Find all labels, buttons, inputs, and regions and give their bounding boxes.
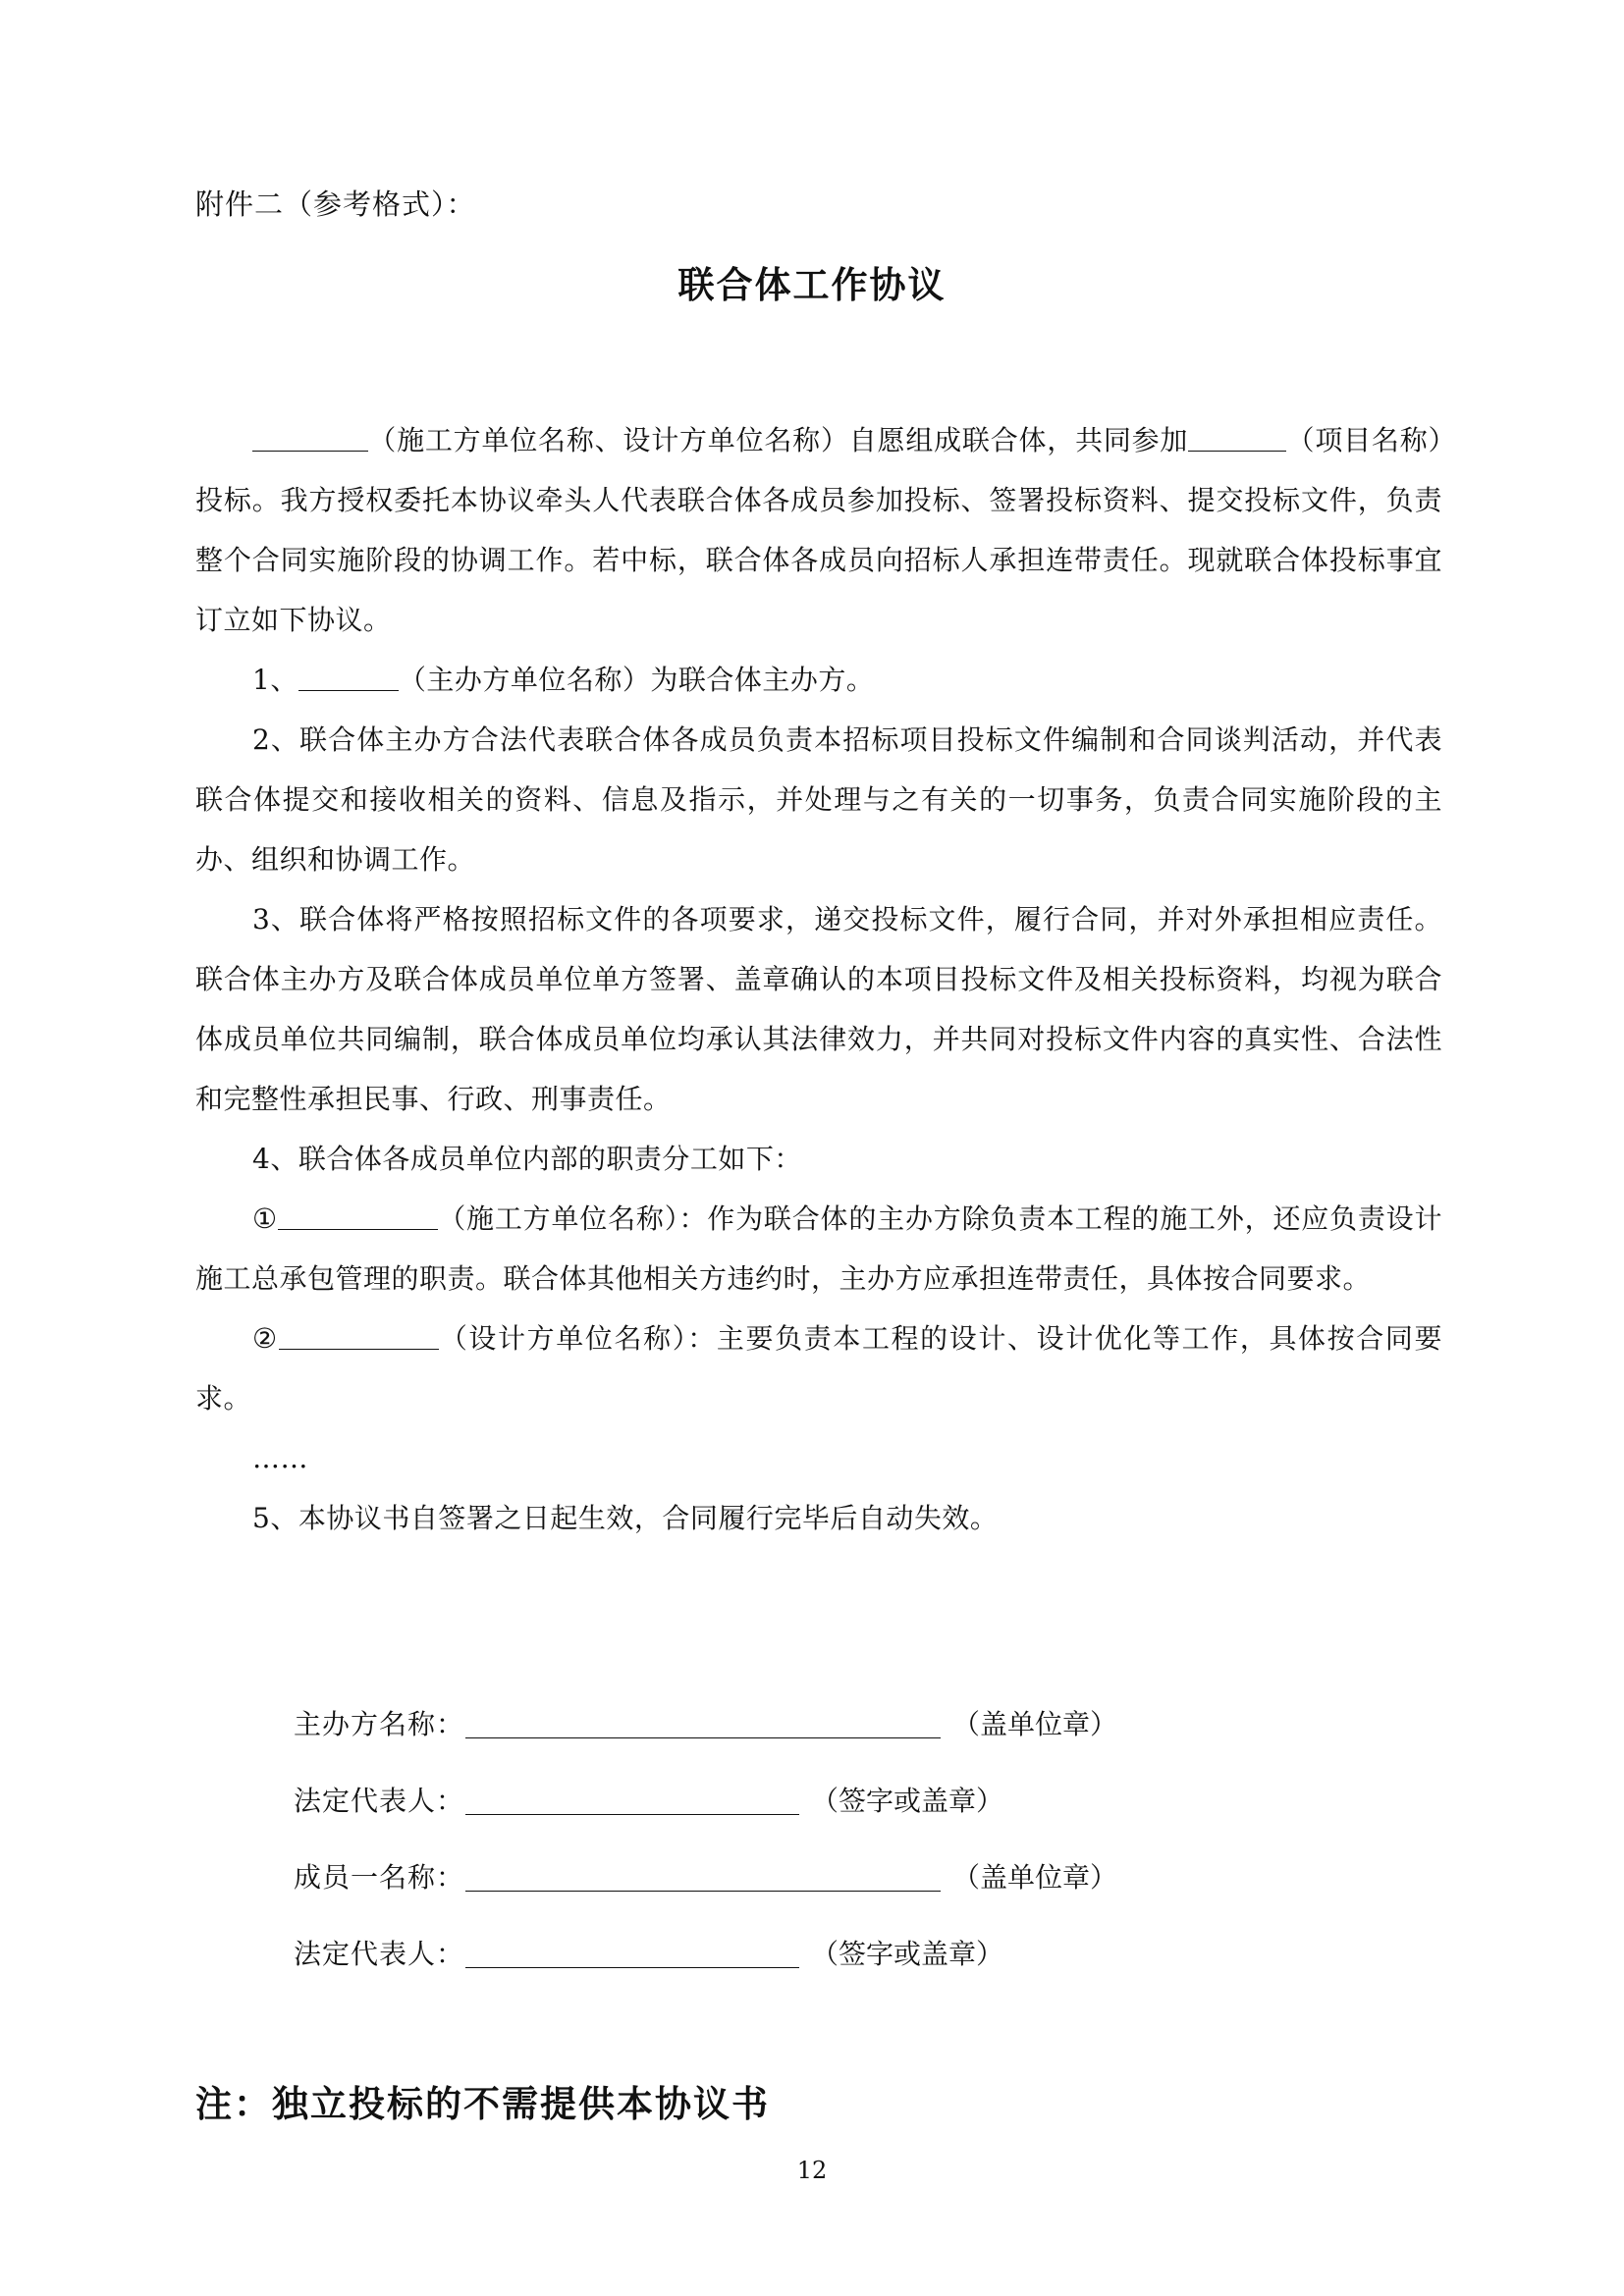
page-number: 12 — [796, 2157, 828, 2184]
clause-1-text: （主办方单位名称）为联合体主办方。 — [398, 664, 875, 696]
item-2-text: （设计方单位名称）：主要负责本工程的设计、设计优化等工作，具体按合同要求。 — [195, 1322, 1442, 1415]
annex-label: 附件二（参考格式）： — [195, 187, 476, 221]
paragraph-6 — [195, 1308, 1442, 1428]
intro-text-a: （施工方单位名称、设计方单位名称）自愿组成联合体，共同参加 — [368, 424, 1189, 456]
signature-suffix: （盖单位章） — [952, 1861, 1118, 1894]
signature-line[interactable] — [465, 1938, 799, 1968]
blank-line — [1188, 425, 1286, 452]
blank-line — [278, 1203, 438, 1230]
item-1-text: （施工方单位名称）：作为联合体的主办方除负责本工程的施工外，还应负责设计施工总承包管理的职责。联合体其他相关方违约时，主办方应承担连带责任，具体按合同要求。 — [195, 1202, 1442, 1295]
signature-row — [294, 1838, 1117, 1914]
signature-suffix: （签字或盖章） — [811, 1785, 1004, 1817]
signature-suffix: （盖单位章） — [952, 1708, 1118, 1740]
signature-label: 成员一名称： — [294, 1861, 465, 1894]
blank-line — [252, 425, 368, 452]
signature-line[interactable] — [465, 1708, 941, 1738]
signature-row — [294, 1914, 1117, 1991]
signature-label: 法定代表人： — [294, 1785, 465, 1817]
clause-1-number: 1、 — [252, 664, 298, 696]
intro-text-b: （项目名称）投标。我方授权委托本协议牵头人代表联合体各成员参加投标、签署投标资料、提交投标文件，负责整个合同实施阶段的协调工作。若中标，联合体各成员向招标人承担连带责任。现就联合体投标事宜订立如下协议。 — [195, 424, 1442, 636]
item-1-marker: ① — [252, 1202, 278, 1235]
document-title: 联合体工作协议 — [677, 264, 947, 306]
signature-line[interactable] — [465, 1861, 941, 1892]
paragraph-1 — [195, 650, 1442, 710]
signature-label: 法定代表人： — [294, 1938, 465, 1970]
signature-suffix: （签字或盖章） — [811, 1938, 1004, 1970]
paragraph-4: 4、联合体各成员单位内部的职责分工如下： — [252, 1143, 802, 1175]
paragraph-3: 3、联合体将严格按照招标文件的各项要求，递交投标文件，履行合同，并对外承担相应责任。联合体主办方及联合体成员单位单方签署、盖章确认的本项目投标文件及相关投标资料，均视为联合体成员单位共同编制，联合体成员单位均承认其法律效力，并共同对投标文件内容的真实性、合法性和完整性承担民事、行政、刑事责任。 — [195, 903, 1442, 1115]
paragraph-2: 2、联合体主办方合法代表联合体各成员负责本招标项目投标文件编制和合同谈判活动，并代表联合体提交和接收相关的资料、信息及指示，并处理与之有关的一切事务，负责合同实施阶段的主办、组织和协调工作。 — [195, 723, 1442, 876]
signature-label: 主办方名称： — [294, 1708, 465, 1740]
ellipsis: …… — [252, 1442, 308, 1474]
footnote: 注：独立投标的不需提供本协议书 — [195, 2083, 770, 2125]
blank-line — [298, 665, 399, 691]
agreement-body — [195, 410, 1442, 1548]
signature-row — [294, 1761, 1117, 1838]
signature-line[interactable] — [465, 1785, 799, 1815]
signature-block — [294, 1684, 1117, 1991]
paragraph-5 — [195, 1189, 1442, 1308]
signature-row — [294, 1684, 1117, 1761]
paragraph-8: 5、本协议书自签署之日起生效，合同履行完毕后自动失效。 — [252, 1502, 999, 1534]
item-2-marker: ② — [252, 1322, 279, 1355]
paragraph-intro — [195, 410, 1442, 650]
blank-line — [279, 1323, 439, 1350]
